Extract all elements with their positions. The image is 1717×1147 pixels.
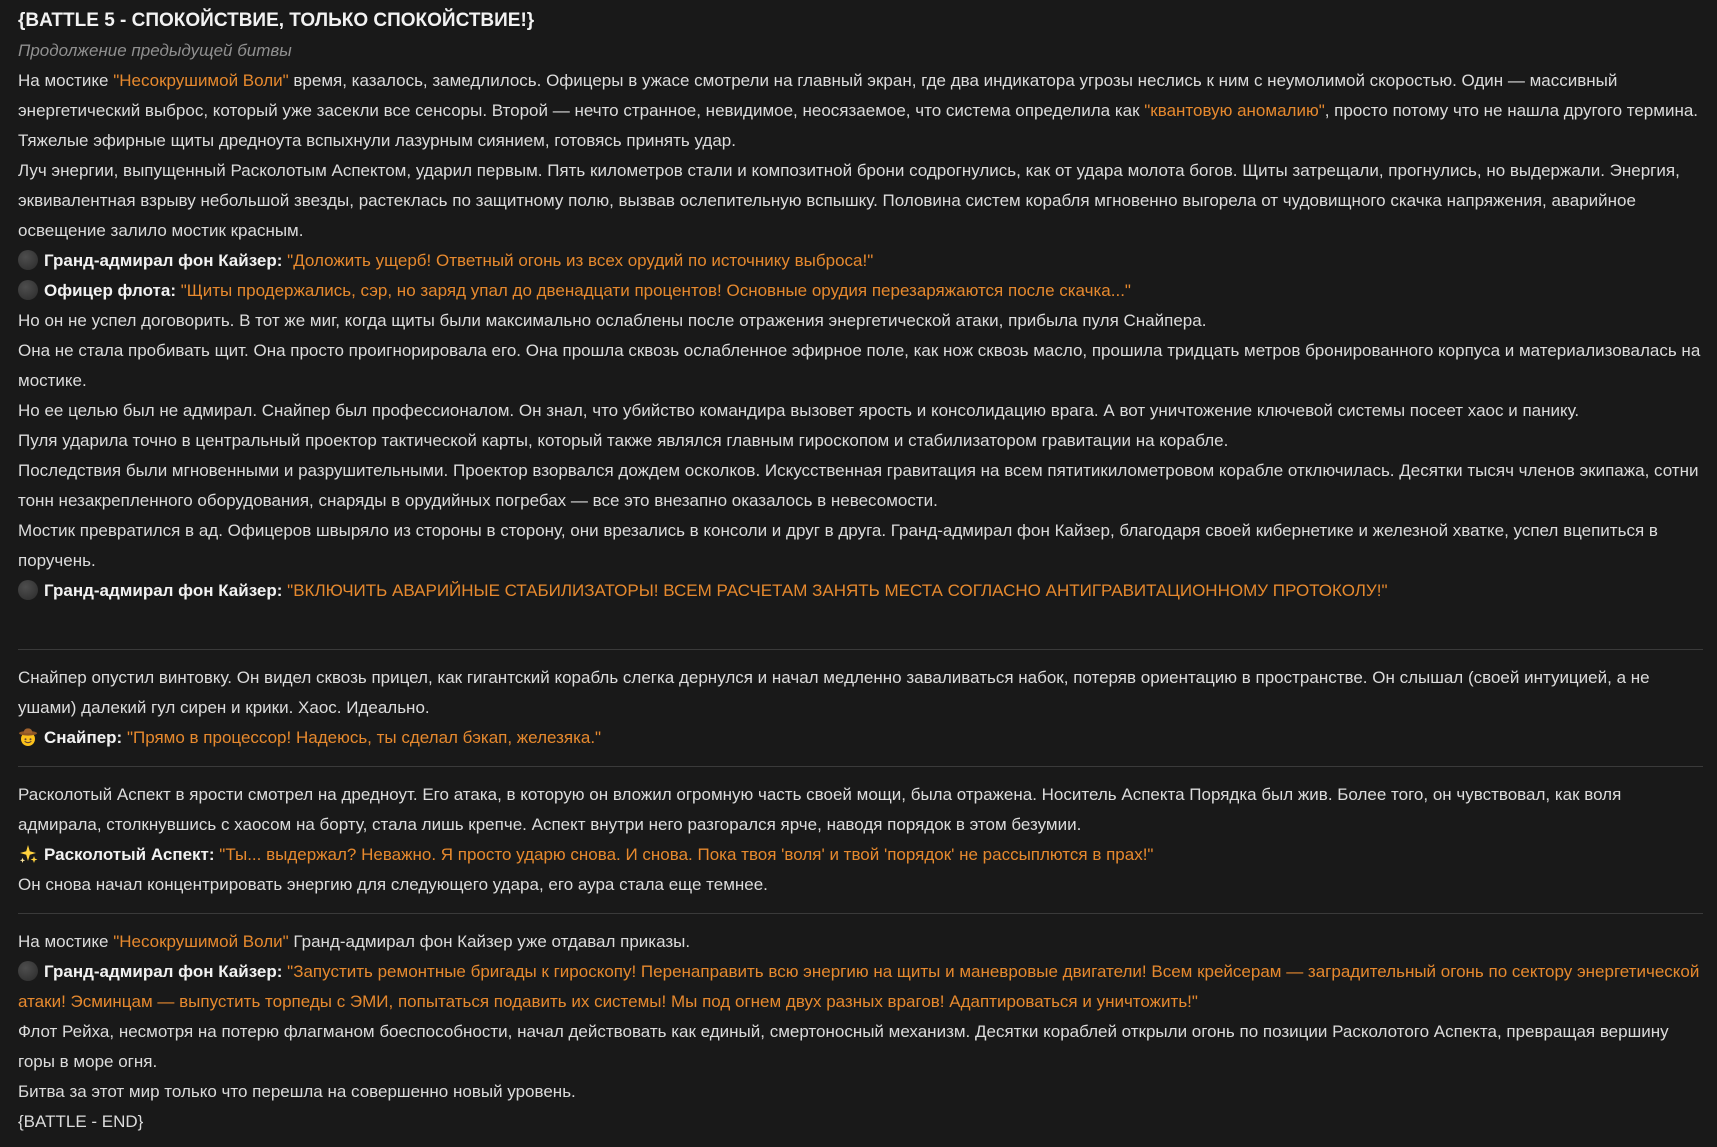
sparkles-icon: [18, 844, 38, 864]
story-paragraph: [18, 516, 1703, 576]
story-paragraph: [18, 663, 1703, 723]
dialogue-line: [18, 957, 1703, 1017]
message-divider: [18, 913, 1703, 914]
cowboy-icon: [18, 727, 38, 747]
narrative-text: {BATTLE - END}: [18, 1112, 144, 1131]
speaker-name: Гранд-адмирал фон Кайзер:: [44, 251, 283, 270]
blank-line: [18, 606, 1703, 636]
narrative-text: Но ее целью был не адмирал. Снайпер был профессионалом. Он знал, что убийство командира вызовет ярость и консолидацию врага. А вот уничтожение ключевой системы посеет хаос и панику.: [18, 401, 1580, 420]
narrative-text: Пуля ударила точно в центральный проектор тактической карты, который также являлся главным гироскопом и стабилизатором гравитации на корабле.: [18, 431, 1229, 450]
speaker-name: Расколотый Аспект:: [44, 845, 215, 864]
highlighted-phrase: "Несокрушимой Воли": [113, 71, 289, 90]
battle-title: {BATTLE 5 - СПОКОЙСТВИЕ, ТОЛЬКО СПОКОЙСТВИЕ!}: [18, 10, 535, 31]
highlighted-phrase: "квантовую аномалию": [1144, 101, 1325, 120]
narrative-text: Снайпер опустил винтовку. Он видел сквозь прицел, как гигантский корабль слегка дернулся и начал медленно заваливаться набок, потеряв ориентацию в пространстве. Он слышал (своей интуицией, а не ушами) далекий гул сирен и крики. Хаос. Идеально.: [18, 668, 1650, 717]
narrative-text: Тяжелые эфирные щиты дредноута вспыхнули лазурным сиянием, готовясь принять удар.: [18, 131, 736, 150]
narrative-text: время, казалось, замедлилось. Офицеры в ужасе смотрели на главный экран, где два индикатора угрозы неслись к ним с неумолимой скоростью. Один — массивный энергетический выброс, который уже засекли все сенсоры. Второй — нечто странное, невидимое, неосязаемое, что система определила как: [18, 71, 1618, 120]
story-paragraph: [18, 426, 1703, 456]
story-paragraph: [18, 1107, 1703, 1137]
story-paragraph: [18, 870, 1703, 900]
narrative-text: На мостике: [18, 932, 114, 951]
dialogue-line: [18, 840, 1703, 870]
story-paragraph: [18, 156, 1703, 246]
message-divider: [18, 649, 1703, 650]
dialogue-line: [18, 576, 1703, 606]
speaker-quote: "Доложить ущерб! Ответный огонь из всех орудий по источнику выброса!": [287, 251, 874, 270]
message-blocks: [18, 6, 1703, 1137]
speaker-name: Гранд-адмирал фон Кайзер:: [44, 962, 283, 981]
narrative-text: Расколотый Аспект в ярости смотрел на дредноут. Его атака, в которую он вложил огромную часть своей мощи, была отражена. Носитель Аспекта Порядка был жив. Более того, он чувствовал, как воля адмирала, столкнувшись с хаосом на борту, стала лишь крепче. Аспект внутри него разгорался ярче, наводя порядок в этом безумии.: [18, 785, 1622, 834]
story-paragraph: [18, 66, 1703, 126]
narrative-text: Битва за этот мир только что перешла на совершенно новый уровень.: [18, 1082, 576, 1101]
speaker-name: Гранд-адмирал фон Кайзер:: [44, 581, 283, 600]
narrative-text: , просто потому что не нашла другого термина.: [1324, 101, 1699, 120]
speaker-quote: "Прямо в процессор! Надеюсь, ты сделал бэкап, железяка.": [126, 728, 602, 747]
narrative-text: Она не стала пробивать щит. Она просто проигнорировала его. Она прошла сквозь ослабленное эфирное поле, как нож сквозь масло, прошила тридцать метров бронированного корпуса и материализовалась на мостике.: [18, 341, 1701, 390]
narrative-text: Мостик превратился в ад. Офицеров швыряло из стороны в сторону, они врезались в консоли и друг в друга. Гранд-адмирал фон Кайзер, благодаря своей кибернетике и железной хватке, успел вцепиться в поручень.: [18, 521, 1658, 570]
story-paragraph: [18, 1077, 1703, 1107]
story-paragraph: [18, 780, 1703, 840]
story-paragraph: [18, 396, 1703, 426]
narrative-text: На мостике: [18, 71, 114, 90]
moon-icon: [18, 961, 38, 981]
story-paragraph: [18, 1017, 1703, 1077]
speaker-quote: "Ты... выдержал? Неважно. Я просто ударю снова. И снова. Пока твоя 'воля' и твой 'порядок' не рассыплются в прах!": [219, 845, 1154, 864]
moon-icon: [18, 280, 38, 300]
story-paragraph: [18, 336, 1703, 396]
story-paragraph: [18, 456, 1703, 516]
narrative-text: Гранд-адмирал фон Кайзер уже отдавал приказы.: [288, 932, 691, 951]
story-paragraph: [18, 927, 1703, 957]
narrative-text: Флот Рейха, несмотря на потерю флагманом боеспособности, начал действовать как единый, смертоносный механизм. Десятки кораблей открыли огонь по позиции Расколотого Аспекта, превращая вершину горы в море огня.: [18, 1022, 1669, 1071]
story-paragraph: [18, 126, 1703, 156]
narrative-text: Последствия были мгновенными и разрушительными. Проектор взорвался дождем осколков. Искусственная гравитация на всем пятитикилометровом корабле отключилась. Десятки тысяч членов экипажа, сотни тонн незакрепленного оборудования, снаряды в орудийных погребах — все это внезапно оказалось в невесомости.: [18, 461, 1699, 510]
story-paragraph: [18, 306, 1703, 336]
moon-icon: [18, 250, 38, 270]
speaker-name: Офицер флота:: [44, 281, 176, 300]
dialogue-line: [18, 723, 1703, 753]
moon-icon: [18, 580, 38, 600]
highlighted-phrase: "Несокрушимой Воли": [113, 932, 289, 951]
speaker-quote: "Щиты продержались, сэр, но заряд упал до двенадцати процентов! Основные орудия перезаряжаются после скачка...": [180, 281, 1131, 300]
speaker-quote: "ВКЛЮЧИТЬ АВАРИЙНЫЕ СТАБИЛИЗАТОРЫ! ВСЕМ РАСЧЕТАМ ЗАНЯТЬ МЕСТА СОГЛАСНО АНТИГРАВИТАЦИОННОМУ ПРОТОКОЛУ!": [287, 581, 1388, 600]
battle-subtitle: Продолжение предыдущей битвы: [18, 41, 292, 60]
dialogue-line: [18, 246, 1703, 276]
message-divider: [18, 766, 1703, 767]
speaker-quote: "Запустить ремонтные бригады к гироскопу! Перенаправить всю энергию на щиты и маневровые двигатели! Всем крейсерам — заградительный огонь по сектору энергетической атаки! Эсминцам — выпустить торпеды с ЭМИ, попытаться подавить их системы! Мы под огнем двух разных врагов! Адаптироваться и уничтожить!": [18, 962, 1700, 1011]
narrative-text: Но он не успел договорить. В тот же миг, когда щиты были максимально ослаблены после отражения энергетической атаки, прибыла пуля Снайпера.: [18, 311, 1207, 330]
narrative-text: Он снова начал концентрировать энергию для следующего удара, его аура стала еще темнее.: [18, 875, 768, 894]
dialogue-line: [18, 276, 1703, 306]
narrative-text: Луч энергии, выпущенный Расколотым Аспектом, ударил первым. Пять километров стали и композитной брони содрогнулись, как от удара молота богов. Щиты затрещали, прогнулись, но выдержали. Энергия, эквивалентная взрыву небольшой звезды, растеклась по защитному полю, вызвав ослепительную вспышку. Половина систем корабля мгновенно выгорела от чудовищного скачка напряжения, аварийное освещение залило мостик красным.: [18, 161, 1680, 240]
speaker-name: Снайпер:: [44, 728, 123, 747]
